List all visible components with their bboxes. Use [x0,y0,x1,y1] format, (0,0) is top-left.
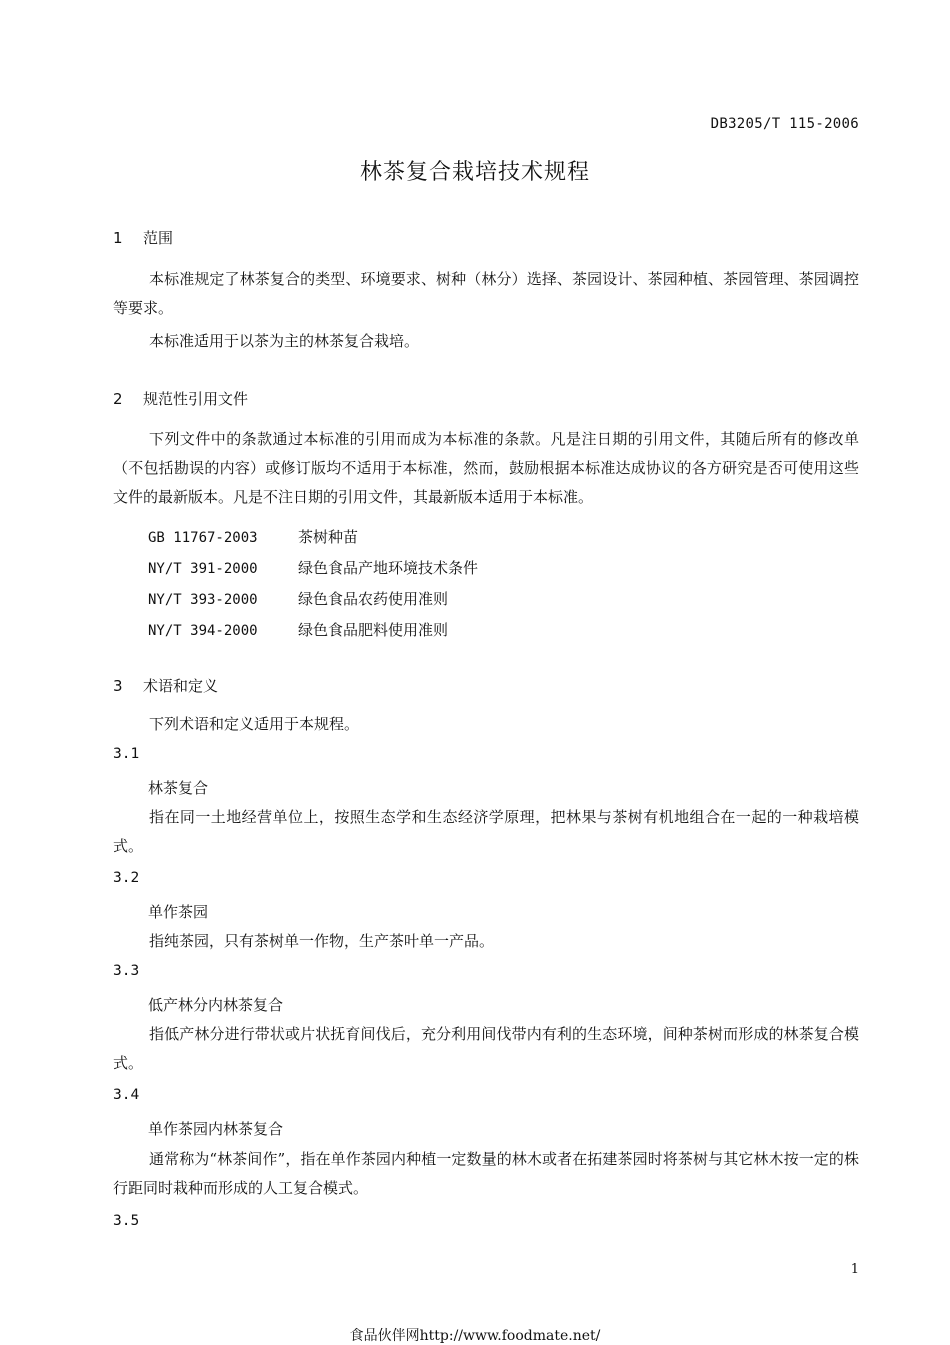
section-1-paragraph-1: 本标准规定了林茶复合的类型、环境要求、树种（林分）选择、茶园设计、茶园种植、茶园管理、茶园调控等要求。 [113,270,859,317]
section-1-heading [113,227,173,248]
document-title: 林茶复合栽培技术规程 [359,160,590,185]
reference-row [148,526,358,547]
section-2-paragraph-1: 下列文件中的条款通过本标准的引用而成为本标准的条款。凡是注日期的引用文件，其随后所有的修改单（不包括勘误的内容）或修订版均不适用于本标准，然而，鼓励根据本标准达成协议的各方研究是否可使用这些文件的最新版本。凡是不注日期的引用文件，其最新版本适用于本标准。 [113,430,859,506]
section-number: 2 [113,390,123,408]
reference-row [148,619,448,640]
clause-number: 3.5 [113,1213,140,1229]
term-title: 单作茶园 [148,903,209,921]
section-number: 1 [113,229,123,247]
reference-row [148,588,448,609]
page-number: 1 [850,1262,859,1277]
section-title: 规范性引用文件 [143,390,249,408]
term-title: 低产林分内林茶复合 [148,996,284,1014]
reference-name: 绿色食品农药使用准则 [298,590,449,608]
term-title: 单作茶园内林茶复合 [148,1120,284,1138]
section-3-heading [113,675,218,696]
reference-code: GB 11767-2003 [148,530,258,546]
term-definition: 指在同一土地经营单位上，按照生态学和生态经济学原理，把林果与茶树有机地组合在一起的一种栽培模式。 [113,808,859,855]
reference-code: NY/T 391-2000 [148,561,258,577]
clause-number: 3.4 [113,1087,140,1103]
term-definition: 通常称为“林茶间作”，指在单作茶园内种植一定数量的林木或者在拓建茶园时将茶树与其它林木按一定的株行距同时栽种而形成的人工复合模式。 [113,1150,859,1197]
reference-name: 绿色食品产地环境技术条件 [298,559,479,577]
term-definition: 指低产林分进行带状或片状抚育间伐后，充分利用间伐带内有利的生态环境，间种茶树而形成的林茶复合模式。 [113,1025,859,1072]
term-definition: 指纯茶园，只有茶树单一作物，生产茶叶单一产品。 [149,932,495,950]
clause-number: 3.1 [113,746,140,762]
standard-code: DB3205/T 115-2006 [710,116,859,132]
clause-number: 3.2 [113,870,140,886]
clause-number: 3.3 [113,963,140,979]
reference-name: 茶树种苗 [298,528,359,546]
footer-watermark-link[interactable]: 食品伙伴网http://www.foodmate.net/ [349,1328,601,1344]
section-2-heading [113,388,248,409]
section-title: 范围 [143,229,174,247]
section-number: 3 [113,677,123,695]
reference-name: 绿色食品肥料使用准则 [298,621,449,639]
term-title: 林茶复合 [148,779,209,797]
reference-row [148,557,478,578]
section-3-intro: 下列术语和定义适用于本规程。 [149,715,360,733]
section-1-paragraph-2: 本标准适用于以茶为主的林茶复合栽培。 [149,332,420,350]
section-title: 术语和定义 [143,677,219,695]
reference-code: NY/T 394-2000 [148,623,258,639]
reference-code: NY/T 393-2000 [148,592,258,608]
